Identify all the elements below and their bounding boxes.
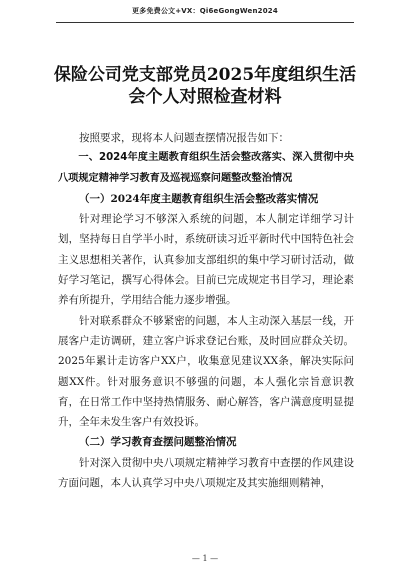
header-note: 更多免费公文+VX：Qi6eGongWen2024 xyxy=(132,7,278,15)
title-line-1: 保险公司党支部党员2025年度组织生活 xyxy=(53,65,357,85)
intro-paragraph: 按照要求，现将本人问题查摆情况报告如下： xyxy=(79,132,289,144)
subsection-1-heading: （一）2024年度主题教育组织生活会整改落实情况 xyxy=(79,192,319,205)
page-number: — 1 — xyxy=(191,554,219,563)
document-title xyxy=(40,64,370,108)
paragraph-theory-study: 针对理论学习不够深入系统的问题，本人制定详细学习计划，坚持每日自学半小时，系统研读习近平新时代中国特色社会主义思想相关著作，认真参加支部组织的集中学习研讨活动，做好学习笔记，撰写心得体会。目前已完成规定书目学习，理论素养有所提升，学用结合能力逐步增强。 xyxy=(58,213,354,307)
paragraph-contact-masses: 针对联系群众不够紧密的问题，本人主动深入基层一线，开展客户走访调研，建立客户诉求登记台账，及时回应群众关切。2025年累计走访客户XX户，收集意见建议XX条，解决实际问题XX件。针对服务意识不够强的问题，本人强化宗旨意识教育，在日常工作中坚持热情服务、耐心解答，客户满意度明显提升，全年未发生客户有效投诉。 xyxy=(58,314,354,429)
subsection-2-heading: （二）学习教育查摆问题整治情况 xyxy=(79,436,237,449)
title-line-2: 会个人对照检查材料 xyxy=(128,87,282,107)
document-body xyxy=(58,128,354,493)
header-divider xyxy=(56,22,354,23)
paragraph-work-style: 针对深入贯彻中央八项规定精神学习教育中查摆的作风建设方面问题，本人认真学习中央八项规定及其实施细则精神， xyxy=(58,456,354,490)
section-1-heading: 一、2024年度主题教育组织生活会整改落实、深入贯彻中央八项规定精神学习教育及巡视巡察问题整改整治情况 xyxy=(58,152,354,184)
